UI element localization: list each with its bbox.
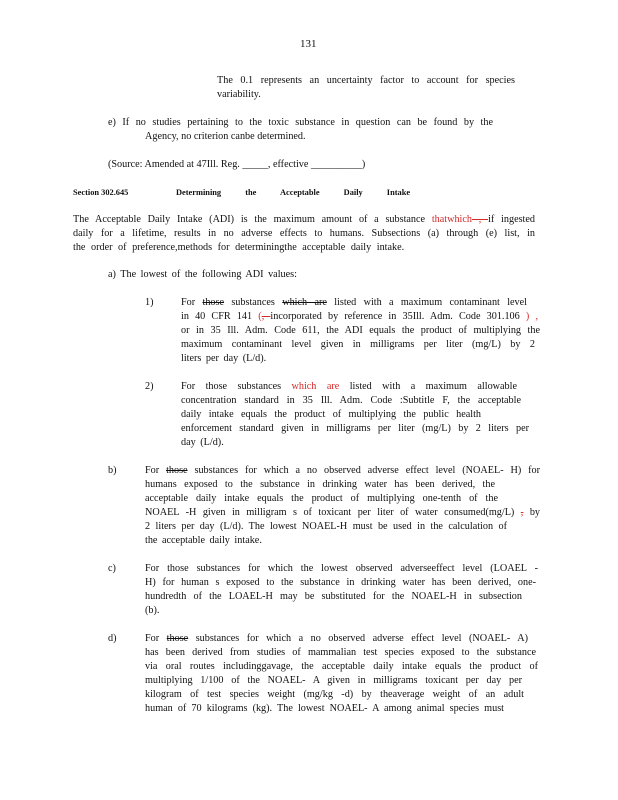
sub2-line-3: daily intake equals the product of multiplying the public health — [181, 409, 481, 420]
intro-line-1: The 0.1 represents an uncertainty factor to account for species — [217, 75, 515, 86]
sub2-number: 2) — [145, 381, 154, 392]
item-d-line-2: has been derived from studies of mammalian test species exposed to the substance — [145, 647, 536, 658]
item-d-line-1: For those substances for which a no observed adverse effect level (NOAEL- A) — [145, 633, 528, 644]
sub2-line-1: For those substances which are listed with a maximum allowable — [181, 381, 517, 392]
page-number: 131 — [300, 38, 317, 50]
intro-line-2: variability. — [217, 89, 261, 100]
sub2-line-4: enforcement standard given in milligrams per liter (mg/L) by 2 liters per — [181, 423, 529, 434]
item-b-label: b) — [108, 465, 117, 476]
inserted-text: which are — [291, 381, 340, 392]
item-c-label: c) — [108, 563, 116, 574]
deleted-text: which are — [282, 297, 327, 308]
section-title: Determining the Acceptable Daily Intake — [176, 188, 411, 197]
sub1-line-1: For those substances which are listed with a maximum contaminant level — [181, 297, 527, 308]
sub1-line-2: in 40 CFR 141 (, incorporated by reference in 35Ill. Adm. Code 301.106 ) , — [181, 311, 539, 322]
deleted-text: those — [166, 465, 188, 476]
item-e-line-1: e) If no studies pertaining to the toxic substance in question can be found by the — [108, 117, 493, 128]
item-d-line-4: multiplying 1/100 of the NOAEL- A given in milligrams toxicant per day per — [145, 675, 522, 686]
sub1-number: 1) — [145, 297, 154, 308]
body-line-3: the order of preference,methods for determiningthe acceptable daily intake. — [73, 242, 405, 253]
deleted-text: , — [472, 214, 489, 225]
sub1-line-5: liters per day (L/d). — [181, 353, 267, 364]
deleted-text: , — [520, 507, 524, 518]
deleted-text: those — [202, 297, 224, 308]
item-d-line-3: via oral routes includinggavage, the acceptable daily intake equals the product of — [145, 661, 538, 672]
item-c-line-4: (b). — [145, 605, 160, 616]
item-d-line-5: kilogram of test species weight (mg/kg -d) by theaverage weight of an adult — [145, 689, 524, 700]
deleted-text: those — [166, 633, 189, 644]
item-b-line-5: 2 liters per day (L/d). The lowest NOAEL-H must be used in the calculation of — [145, 521, 507, 532]
item-b-line-3: acceptable daily intake equals the product of multiplying one-tenth of the — [145, 493, 498, 504]
inserted-text: thatwhich — [431, 214, 473, 225]
item-c-line-3: hundredth of the LOAEL-H may be substituted for the NOAEL-H in subsection — [145, 591, 522, 602]
sub2-line-5: day (L/d). — [181, 437, 224, 448]
item-b-line-1: For those substances for which a no observed adverse effect level (NOAEL- H) for — [145, 465, 541, 476]
body-line-2: daily for a lifetime, results in no adverse effects to humans. Subsections (a) through (e) list, in — [73, 228, 535, 239]
deleted-text: , — [261, 311, 271, 322]
item-a-intro: a) The lowest of the following ADI values: — [108, 269, 297, 280]
body-line-1: The Acceptable Daily Intake (ADI) is the maximum amount of a substance thatwhich , if ingested — [73, 214, 536, 225]
item-b-line-2: humans exposed to the substance in drinking water has been derived, the — [145, 479, 495, 490]
item-d-label: d) — [108, 633, 117, 644]
item-b-line-6: the acceptable daily intake. — [145, 535, 262, 546]
source-note: (Source: Amended at 47Ill. Reg. _____, effective __________) — [108, 159, 366, 170]
section-number: Section 302.645 — [73, 188, 129, 197]
sub1-line-3: or in 35 Ill. Adm. Code 611, the ADI equals the product of multiplying the — [181, 325, 540, 336]
inserted-text: ) , — [525, 311, 539, 322]
sub2-line-2: concentration standard in 35 Ill. Adm. Code :Subtitle F, the acceptable — [181, 395, 521, 406]
sub1-line-4: maximum contaminant level given in milligrams per liter (mg/L) by 2 — [181, 339, 535, 350]
item-c-line-1: For those substances for which the lowest observed adverseeffect level (LOAEL - — [145, 563, 538, 574]
item-d-line-6: human of 70 kilograms (kg). The lowest NOAEL- A among animal species must — [145, 703, 504, 714]
item-b-line-4: NOAEL -H given in milligram s of toxicant per liter of water consumed(mg/L) , by — [145, 507, 541, 518]
item-e-line-2: Agency, no criterion canbe determined. — [145, 131, 306, 142]
item-c-line-2: H) for human s exposed to the substance in drinking water has been derived, one- — [145, 577, 536, 588]
inserted-text: ( — [258, 311, 262, 322]
